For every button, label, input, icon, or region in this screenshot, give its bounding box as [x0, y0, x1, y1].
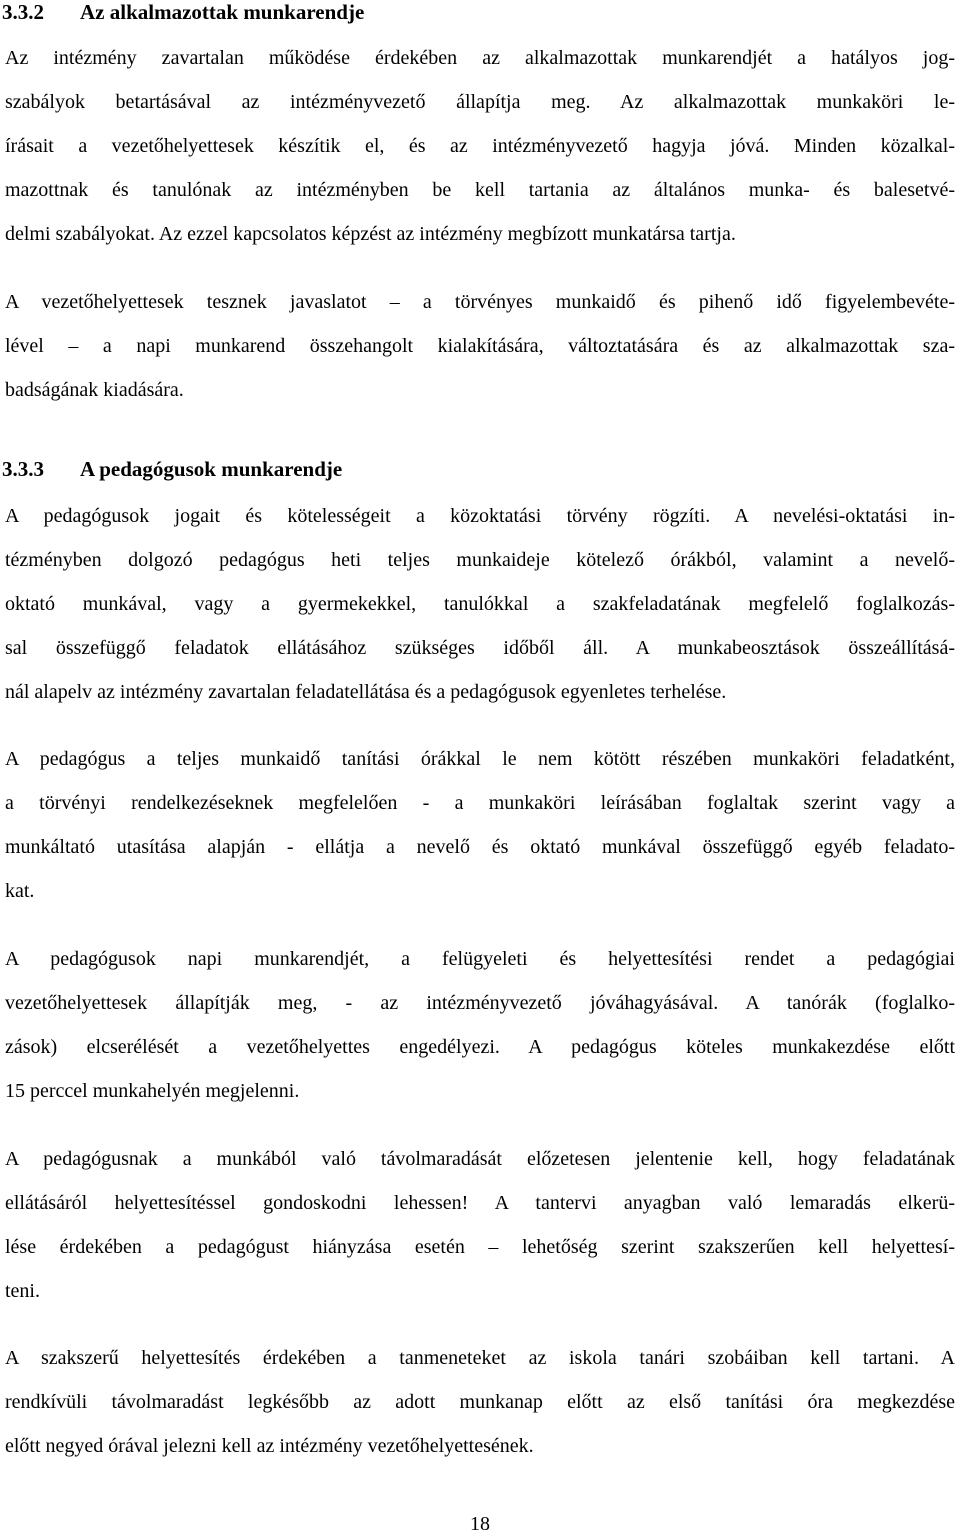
text-line: A szakszerű helyettesítés érdekében a tanmeneteket az iskola tanári szobáiban kell tartani. A: [5, 1347, 955, 1369]
text-line: A pedagógus a teljes munkaidő tanítási órákkal le nem kötött részében munkaköri feladatként,: [5, 748, 955, 770]
section-heading-3-3-2: [2, 0, 364, 24]
paragraph: [5, 737, 955, 913]
section-title: A pedagógusok munkarendje: [80, 457, 343, 481]
paragraph: [5, 494, 955, 714]
text-line: A pedagógusnak a munkából való távolmaradását előzetesen jelentenie kell, hogy feladatának: [5, 1148, 955, 1170]
text-line: nál alapelv az intézmény zavartalan feladatellátása és a pedagógusok egyenletes terhelése.: [5, 681, 727, 703]
text-line: A vezetőhelyettesek tesznek javaslatot – a törvényes munkaidő és pihenő idő figyelembevéte-: [5, 291, 955, 313]
paragraph: [5, 937, 955, 1113]
text-line: A pedagógusok napi munkarendjét, a felügyeleti és helyettesítési rendet a pedagógiai: [5, 948, 955, 970]
text-line: 15 perccel munkahelyén megjelenni.: [5, 1080, 300, 1102]
text-line: delmi szabályokat. Az ezzel kapcsolatos képzést az intézmény megbízott munkatársa tartja.: [5, 223, 736, 245]
text-line: munkáltató utasítása alapján - ellátja a nevelő és oktató munkával összefüggő egyéb feladato-: [5, 836, 955, 858]
text-line: oktató munkával, vagy a gyermekekkel, tanulókkal a szakfeladatának megfelelő foglalkozás-: [5, 593, 955, 615]
text-line: a törvényi rendelkezéseknek megfelelően - a munkaköri leírásában foglaltak szerint vagy a: [5, 792, 955, 814]
section-number: 3.3.3: [2, 457, 44, 481]
text-line: mazottnak és tanulónak az intézményben be kell tartania az általános munka- és balesetvé-: [5, 179, 955, 201]
text-line: A pedagógusok jogait és kötelességeit a közoktatási törvény rögzíti. A nevelési-oktatási in-: [5, 505, 955, 527]
text-line: Az intézmény zavartalan működése érdekében az alkalmazottak munkarendjét a hatályos jog-: [5, 47, 955, 69]
text-line: előtt negyed órával jelezni kell az intézmény vezetőhelyettesének.: [5, 1435, 534, 1457]
paragraph: [5, 36, 955, 256]
text-line: teni.: [5, 1280, 40, 1302]
section-heading-3-3-3: [2, 457, 342, 481]
section-title: Az alkalmazottak munkarendje: [80, 0, 365, 24]
page-number: 18: [470, 1513, 490, 1535]
paragraph: [5, 280, 955, 412]
text-line: rendkívüli távolmaradást legkésőbb az adott munkanap előtt az első tanítási óra megkezdése: [5, 1391, 955, 1413]
text-line: szabályok betartásával az intézményvezető állapítja meg. Az alkalmazottak munkaköri le-: [5, 91, 955, 113]
text-line: írásait a vezetőhelyettesek készítik el, és az intézményvezető hagyja jóvá. Minden közalkal-: [5, 135, 955, 157]
text-line: badságának kiadására.: [5, 379, 184, 401]
text-line: tézményben dolgozó pedagógus heti teljes munkaideje kötelező órákból, valamint a nevelő-: [5, 549, 955, 571]
text-line: sal összefüggő feladatok ellátásához szükséges időből áll. A munkabeosztások összeállításá-: [5, 637, 955, 659]
text-line: zások) elcserélését a vezetőhelyettes engedélyezi. A pedagógus köteles munkakezdése előtt: [5, 1036, 955, 1058]
text-line: ellátásáról helyettesítéssel gondoskodni lehessen! A tantervi anyagban való lemaradás elkerü-: [5, 1192, 955, 1214]
paragraph: [5, 1137, 955, 1313]
text-line: lével – a napi munkarend összehangolt kialakítására, változtatására és az alkalmazottak sza-: [5, 335, 955, 357]
section-number: 3.3.2: [2, 0, 44, 24]
text-line: vezetőhelyettesek állapítják meg, - az intézményvezető jóváhagyásával. A tanórák (foglalko-: [5, 992, 955, 1014]
text-line: lése érdekében a pedagógust hiányzása esetén – lehetőség szerint szakszerűen kell helyettesí-: [5, 1236, 955, 1258]
paragraph: [5, 1336, 955, 1468]
text-line: kat.: [5, 880, 35, 902]
